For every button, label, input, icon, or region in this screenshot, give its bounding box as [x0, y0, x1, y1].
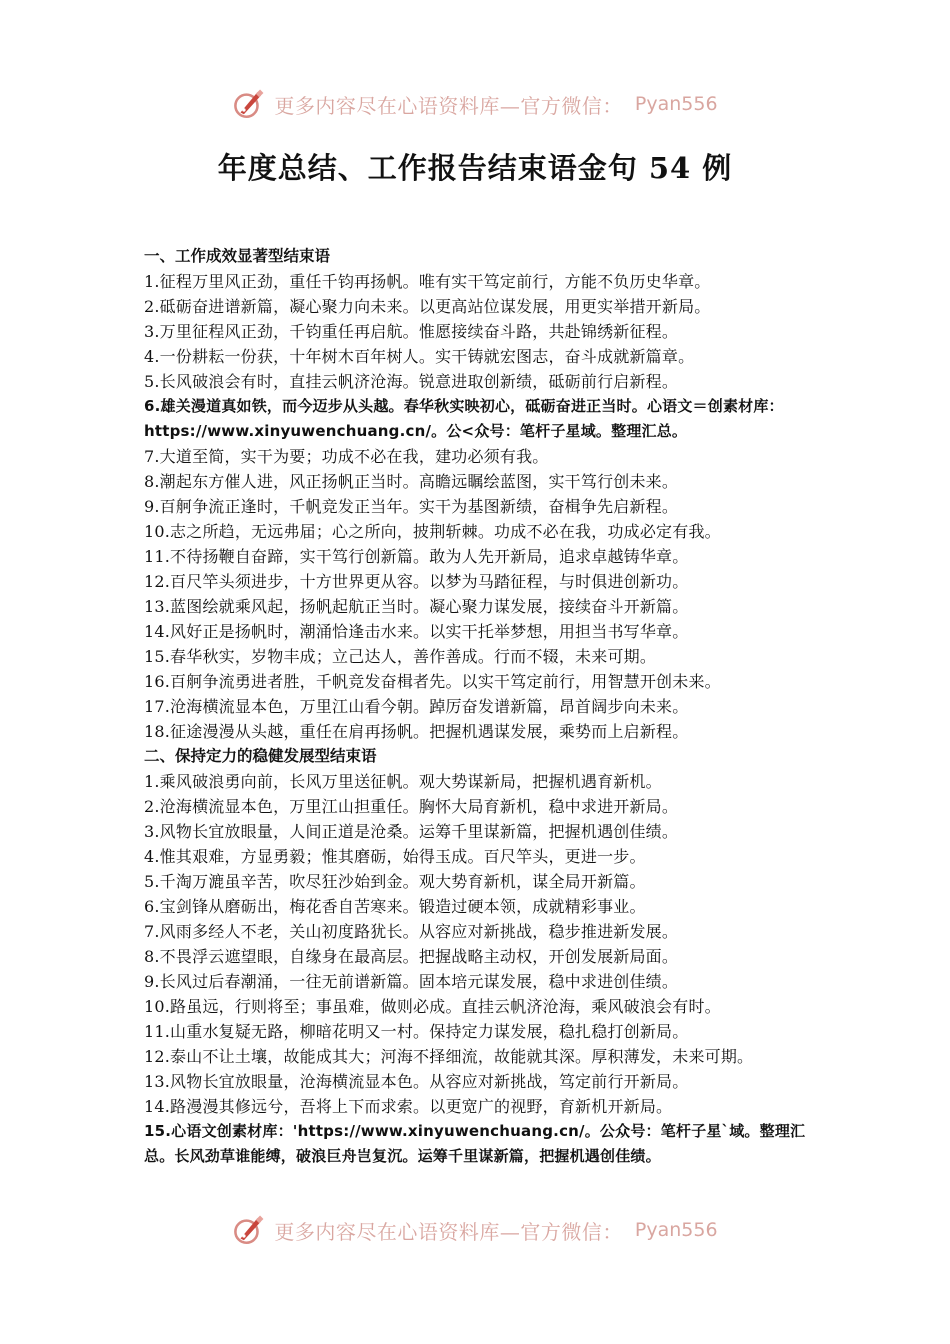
header-watermark — [0, 82, 950, 126]
list-item: 18.征途漫漫从头越，重任在肩再扬帆。把握机遇谋发展，乘势而上启新程。 — [144, 722, 689, 741]
list-item: 4.惟其艰难，方显勇毅；惟其磨砺，始得玉成。百尺竿头，更进一步。 — [144, 847, 646, 866]
watermark-text: 更多内容尽在心语资料库—官方微信： — [274, 1219, 623, 1244]
list-item: 10.志之所趋，无远弗届；心之所向，披荆斩棘。功成不必在我，功成必定有我。 — [144, 522, 721, 541]
list-item: 9.百舸争流正逢时，千帆竞发正当年。实干为基图新绩，奋楫争先启新程。 — [144, 497, 679, 516]
list-item: 14.路漫漫其修远兮，吾将上下而求索。以更宽广的视野，育新机开新局。 — [144, 1097, 673, 1116]
footer-watermark — [0, 1208, 950, 1252]
watermark-wechat-id: Pyan556 — [634, 93, 718, 115]
watermark-text: 更多内容尽在心语资料库—官方微信： — [274, 93, 623, 118]
list-item: 15.春华秋实，岁物丰成；立己达人，善作善成。行而不辍，未来可期。 — [144, 647, 657, 666]
list-item: 4.一份耕耘一份获，十年树木百年树人。实干铸就宏图志，奋斗成就新篇章。 — [144, 347, 695, 366]
pen-nib-logo-icon — [232, 87, 266, 121]
list-item: 13.蓝图绘就乘风起，扬帆起航正当时。凝心聚力谋发展，接续奋斗开新篇。 — [144, 597, 689, 616]
watermark-group — [232, 87, 717, 121]
section-heading: 二、保持定力的稳健发展型结束语 — [144, 747, 377, 765]
document-title: 年度总结、工作报告结束语金句 54 例 — [217, 151, 733, 185]
list-item: 1.乘风破浪勇向前，长风万里送征帆。观大势谋新局，把握机遇育新机。 — [144, 772, 662, 791]
list-item: 11.山重水复疑无路，柳暗花明又一村。保持定力谋发展，稳扎稳打创新局。 — [144, 1022, 689, 1041]
list-item: 5.千淘万漉虽辛苦，吹尽狂沙始到金。观大势育新机，谋全局开新篇。 — [144, 872, 646, 891]
list-item: 8.潮起东方催人进，风正扬帆正当时。高瞻远瞩绘蓝图，实干笃行创未来。 — [144, 472, 679, 491]
list-item: 10.路虽远，行则将至；事虽难，做则必成。直挂云帆济沧海，乘风破浪会有时。 — [144, 997, 721, 1016]
list-item: 14.风好正是扬帆时，潮涌恰逢击水来。以实干托举梦想，用担当书写华章。 — [144, 622, 689, 641]
list-item: 3.风物长宜放眼量，人间正道是沧桑。运筹千里谋新篇，把握机遇创佳绩。 — [144, 822, 679, 841]
list-item: 6.宝剑锋从磨砺出，梅花香自苦寒来。锻造过硬本领，成就精彩事业。 — [144, 897, 646, 916]
list-item: 2.沧海横流显本色，万里江山担重任。胸怀大局育新机，稳中求进开新局。 — [144, 797, 679, 816]
document-body — [144, 244, 814, 1169]
list-item: 6.雄关漫道真如铁，而今迈步从头越。春华秋实映初心，砥砺奋进正当时。心语文＝创素材库：https://www.xinyuwenchuang.cn/。公<众号：笔杆子星域。整理汇总。 — [144, 397, 784, 440]
watermark-wechat-id: Pyan556 — [634, 1219, 718, 1241]
list-item: 12.百尺竿头须进步，十方世界更从容。以梦为马踏征程，与时俱进创新功。 — [144, 572, 689, 591]
list-item: 12.泰山不让土壤，故能成其大；河海不择细流，故能就其深。厚积薄发，未来可期。 — [144, 1047, 754, 1066]
list-item: 1.征程万里风正劲，重任千钧再扬帆。唯有实干笃定前行，方能不负历史华章。 — [144, 272, 711, 291]
list-item: 9.长风过后春潮涌，一往无前谱新篇。固本培元谋发展，稳中求进创佳绩。 — [144, 972, 679, 991]
list-item: 16.百舸争流勇进者胜，千帆竞发奋楫者先。以实干笃定前行，用智慧开创未来。 — [144, 672, 721, 691]
watermark-group — [232, 1213, 717, 1247]
list-item: 13.风物长宜放眼量，沧海横流显本色。从容应对新挑战，笃定前行开新局。 — [144, 1072, 689, 1091]
list-item: 17.沧海横流显本色，万里江山看今朝。踔厉奋发谱新篇，昂首阔步向未来。 — [144, 697, 689, 716]
list-item: 7.风雨多经人不老，关山初度路犹长。从容应对新挑战，稳步推进新发展。 — [144, 922, 679, 941]
list-item: 7.大道至简，实干为要；功成不必在我，建功必须有我。 — [144, 447, 549, 466]
list-item: 15.心语文创素材库：'https://www.xinyuwenchuang.cn/。公众号：笔杆子星`域。整理汇总。长风劲草谁能缚，破浪巨舟岂复沉。运筹千里谋新篇，把握机遇创佳绩。 — [144, 1122, 806, 1165]
list-item: 3.万里征程风正劲，千钧重任再启航。惟愿接续奋斗路，共赴锦绣新征程。 — [144, 322, 679, 341]
list-item: 11.不待扬鞭自奋蹄，实干笃行创新篇。敢为人先开新局，追求卓越铸华章。 — [144, 547, 689, 566]
pen-nib-logo-icon — [232, 1213, 266, 1247]
list-item: 2.砥砺奋进谱新篇，凝心聚力向未来。以更高站位谋发展，用更实举措开新局。 — [144, 297, 711, 316]
list-item: 8.不畏浮云遮望眼，自缘身在最高层。把握战略主动权，开创发展新局面。 — [144, 947, 679, 966]
list-item: 5.长风破浪会有时，直挂云帆济沧海。锐意进取创新绩，砥砺前行启新程。 — [144, 372, 679, 391]
section-heading: 一、工作成效显著型结束语 — [144, 247, 331, 265]
